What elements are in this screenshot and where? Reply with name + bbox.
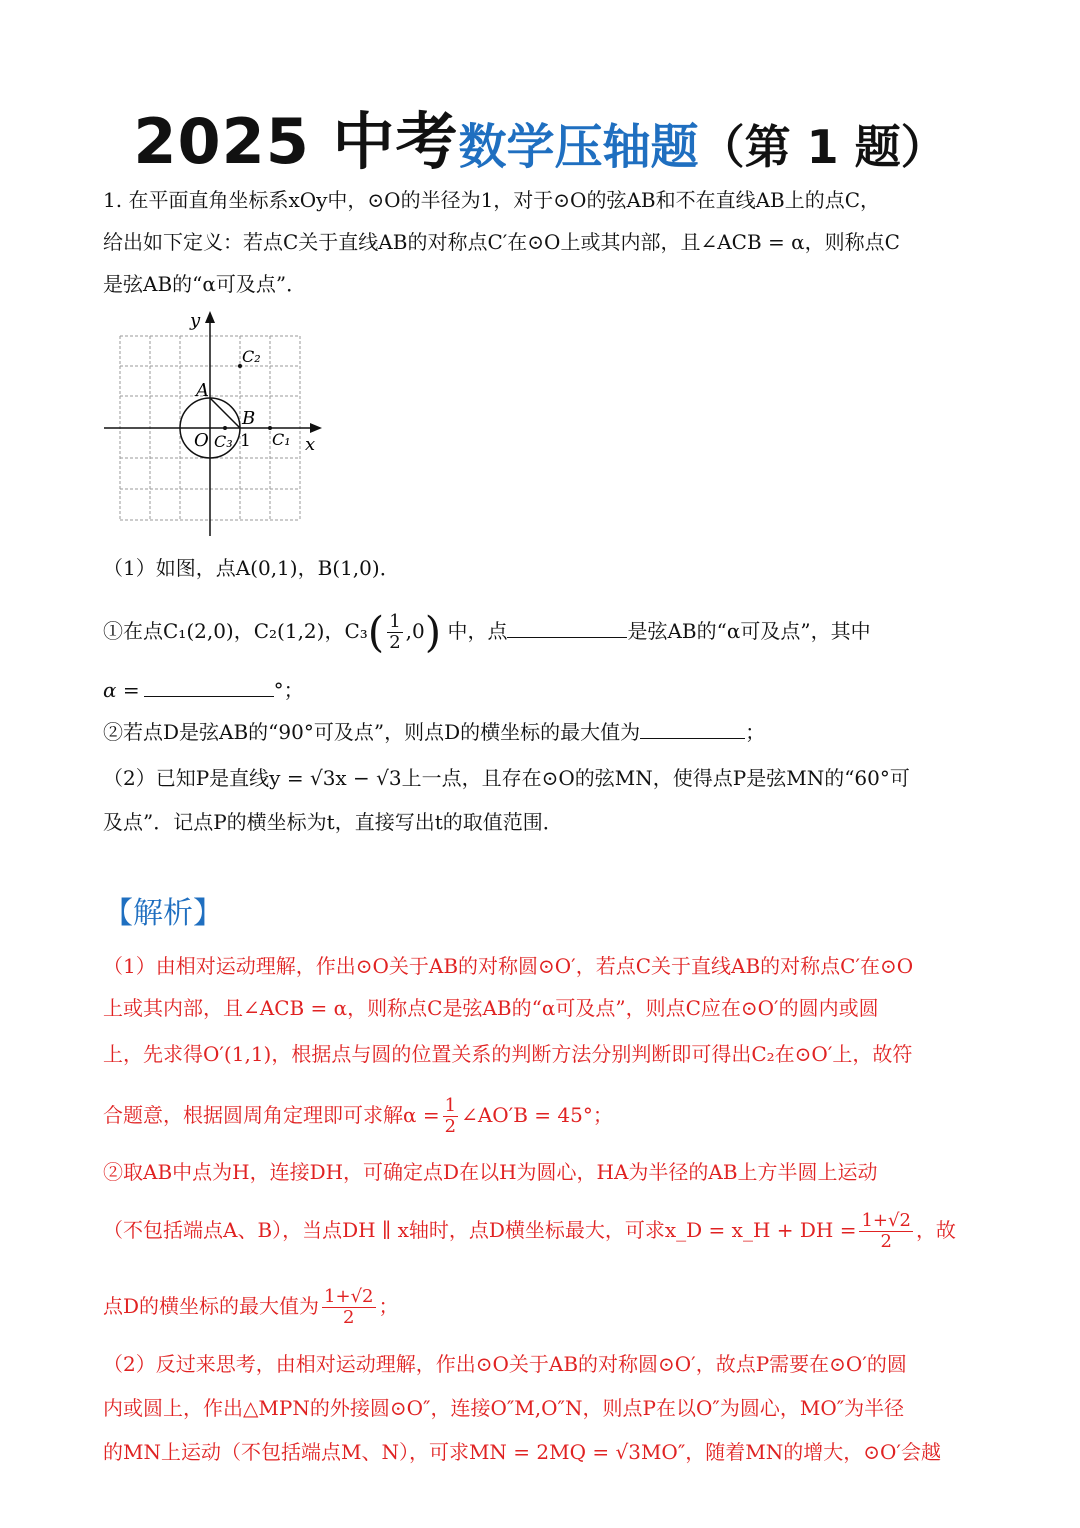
solution-p5: ②取AB中点为H，连接DH，可确定点D在以H为圆心，HA为半径的AB上方半圆上运动 — [103, 1160, 878, 1184]
p4-frac-num: 1 — [444, 1095, 457, 1116]
solution-p9: 内或圆上，作出△MPN的外接圆⊙O″，连接O″M,O″N，则点P在以O″为圆心，MO″为半径 — [103, 1396, 905, 1420]
question-2 — [103, 718, 983, 746]
p7-frac-den: 2 — [343, 1307, 355, 1328]
solution-p2: 上或其内部，且∠ACB = α，则称点C是弦AB的“α可及点”，则点C应在⊙O′的圆内或圆 — [103, 996, 879, 1020]
part2-line-2: 及点”．记点P的横坐标为t，直接写出t的取值范围． — [103, 810, 563, 834]
x-axis-arrow — [310, 423, 322, 433]
coordinate-figure — [100, 306, 330, 542]
q2-answer-blank[interactable] — [640, 722, 745, 739]
title-year: 2025 中考 — [133, 105, 459, 178]
problem-line-3: 是弦AB的“α可及点”． — [103, 272, 307, 296]
solution-p3: 上，先求得O′(1,1)，根据点与圆的位置关系的判断方法分别判断即可得出C₂在⊙O′上，故符 — [103, 1042, 913, 1066]
p4-frac-den: 2 — [444, 1116, 457, 1137]
solution-p8: （2）反过来思考，由相对运动理解，作出⊙O关于AB的对称圆⊙O′，故点P需要在⊙O′的圆 — [103, 1352, 907, 1376]
p6-text-b: ，故 — [915, 1218, 956, 1242]
p7-frac-num: 1+√2 — [324, 1286, 374, 1307]
part1-intro: （1）如图，点A(0,1)，B(1,0)． — [103, 556, 400, 580]
label-o: O — [194, 430, 209, 451]
label-x: x — [305, 434, 316, 455]
point-c3 — [223, 426, 227, 430]
y-axis-arrow — [205, 311, 215, 323]
q1-paren-left: ( — [367, 607, 385, 657]
solution-p7 — [103, 1280, 983, 1332]
q1-text-d: 是弦AB的“α可及点”，其中 — [627, 619, 871, 643]
p4-text-a: 合题意，根据圆周角定理即可求解α = — [103, 1103, 440, 1127]
part2-line-1: （2）已知P是直线y = √3x − √3上一点，且存在⊙O的弦MN，使得点P是弦MN的“60°可 — [103, 766, 910, 790]
solution-heading: 【解析】 — [103, 896, 223, 931]
q1-frac — [387, 612, 402, 653]
label-y: y — [190, 310, 201, 331]
solution-p10: 的MN上运动（不包括端点M、N），可求MN = 2MQ = √3MO″，随着MN的增大，⊙O′会越 — [103, 1440, 941, 1464]
q2-end: ； — [745, 720, 766, 744]
question-1-alpha — [103, 676, 983, 704]
label-b: B — [242, 408, 256, 429]
q1-answer-blank[interactable] — [507, 621, 627, 638]
title-subject: 数学压轴题 — [458, 119, 699, 175]
p6-frac-den: 2 — [880, 1231, 892, 1252]
p6-frac-num: 1+√2 — [861, 1210, 911, 1231]
p7-frac — [322, 1287, 375, 1328]
p7-text-b: ； — [378, 1294, 399, 1318]
p4-frac — [443, 1096, 458, 1137]
page-title — [0, 92, 1080, 181]
q1-degree: °； — [273, 678, 304, 702]
problem-line-2: 给出如下定义：若点C关于直线AB的对称点C′在⊙O上或其内部，且∠ACB = α，则称点C — [103, 230, 900, 254]
q1-text-c: 中，点 — [447, 619, 508, 643]
q1-paren-right: ) — [424, 607, 442, 657]
problem-line-1: 1. 在平面直角坐标系xOy中，⊙O的半径为1，对于⊙O的弦AB和不在直线AB上的点C， — [103, 188, 881, 212]
p7-text-a: 点D的横坐标的最大值为 — [103, 1294, 320, 1318]
alpha-answer-blank[interactable] — [144, 680, 274, 697]
q1-frac-num: 1 — [389, 611, 401, 632]
label-one: 1 — [240, 431, 251, 451]
p6-text-a: （不包括端点A、B），当点DH ∥ x轴时，点D横坐标最大，可求x_D = x_H + DH = — [103, 1218, 857, 1242]
q1-text-b: ,0 — [405, 619, 425, 643]
label-a: A — [196, 380, 209, 401]
p4-text-b: ∠AO′B = 45°； — [461, 1103, 613, 1127]
solution-p6 — [103, 1204, 983, 1256]
label-c3: C₃ — [214, 432, 233, 451]
q1-alpha-label: α = — [103, 678, 140, 702]
q1-text-a: ①在点C₁(2,0)，C₂(1,2)，C₃ — [103, 619, 368, 643]
p6-frac — [859, 1211, 912, 1252]
question-1 — [103, 606, 983, 656]
title-number: （第 1 题） — [698, 120, 947, 174]
label-c1: C₁ — [272, 430, 291, 449]
q2-text: ②若点D是弦AB的“90°可及点”，则点D的横坐标的最大值为 — [103, 720, 641, 744]
label-c2: C₂ — [242, 347, 261, 366]
solution-p1: （1）由相对运动理解，作出⊙O关于AB的对称圆⊙O′，若点C关于直线AB的对称点C′在⊙O — [103, 954, 914, 978]
solution-p4 — [103, 1090, 983, 1140]
q1-frac-den: 2 — [389, 632, 401, 653]
